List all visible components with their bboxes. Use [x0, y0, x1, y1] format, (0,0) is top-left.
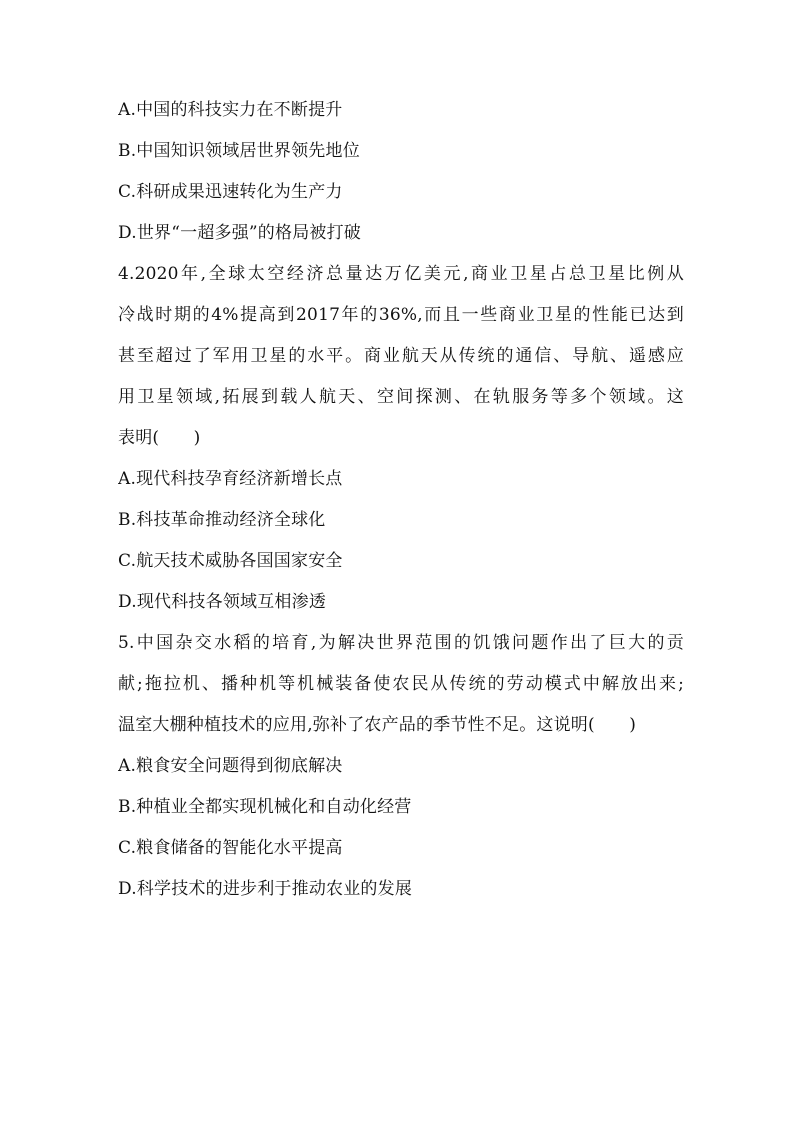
document-page — [118, 100, 684, 920]
option-b: B.中国知识领域居世界领先地位 — [118, 141, 360, 161]
question-5-stem — [118, 633, 684, 735]
option-c: C.航天技术威胁各国国家安全 — [118, 551, 343, 571]
stem-line: 冷战时期的4%提高到2017年的36%,而且一些商业卫星的性能已达到 — [118, 305, 684, 325]
stem-line: 4.2020年,全球太空经济总量达万亿美元,商业卫星占总卫星比例从 — [118, 264, 684, 284]
option-c: C.科研成果迅速转化为生产力 — [118, 182, 343, 202]
option-a: A.现代科技孕育经济新增长点 — [118, 469, 343, 489]
option-d: D.科学技术的进步利于推动农业的发展 — [118, 879, 413, 899]
option-b: B.种植业全都实现机械化和自动化经营 — [118, 797, 412, 817]
option-d: D.世界“一超多强”的格局被打破 — [118, 223, 362, 243]
stem-line: 5.中国杂交水稻的培育,为解决世界范围的饥饿问题作出了巨大的贡 — [118, 633, 684, 653]
option-c: C.粮食储备的智能化水平提高 — [118, 838, 343, 858]
question-4-stem — [118, 264, 684, 448]
question-5 — [118, 633, 684, 899]
stem-line: 甚至超过了军用卫星的水平。商业航天从传统的通信、导航、遥感应 — [118, 346, 684, 366]
option-a: A.粮食安全问题得到彻底解决 — [118, 756, 343, 776]
stem-line: 温室大棚种植技术的应用,弥补了农产品的季节性不足。这说明( ) — [118, 715, 637, 735]
option-a: A.中国的科技实力在不断提升 — [118, 100, 343, 120]
stem-line: 用卫星领域,拓展到载人航天、空间探测、在轨服务等多个领域。这 — [118, 387, 684, 407]
stem-line: 献;拖拉机、播种机等机械装备使农民从传统的劳动模式中解放出来; — [118, 674, 684, 694]
option-d: D.现代科技各领域互相渗透 — [118, 592, 327, 612]
question-4 — [118, 264, 684, 612]
stem-line: 表明( ) — [118, 428, 201, 448]
option-b: B.科技革命推动经济全球化 — [118, 510, 326, 530]
prev-question-options — [118, 100, 684, 243]
